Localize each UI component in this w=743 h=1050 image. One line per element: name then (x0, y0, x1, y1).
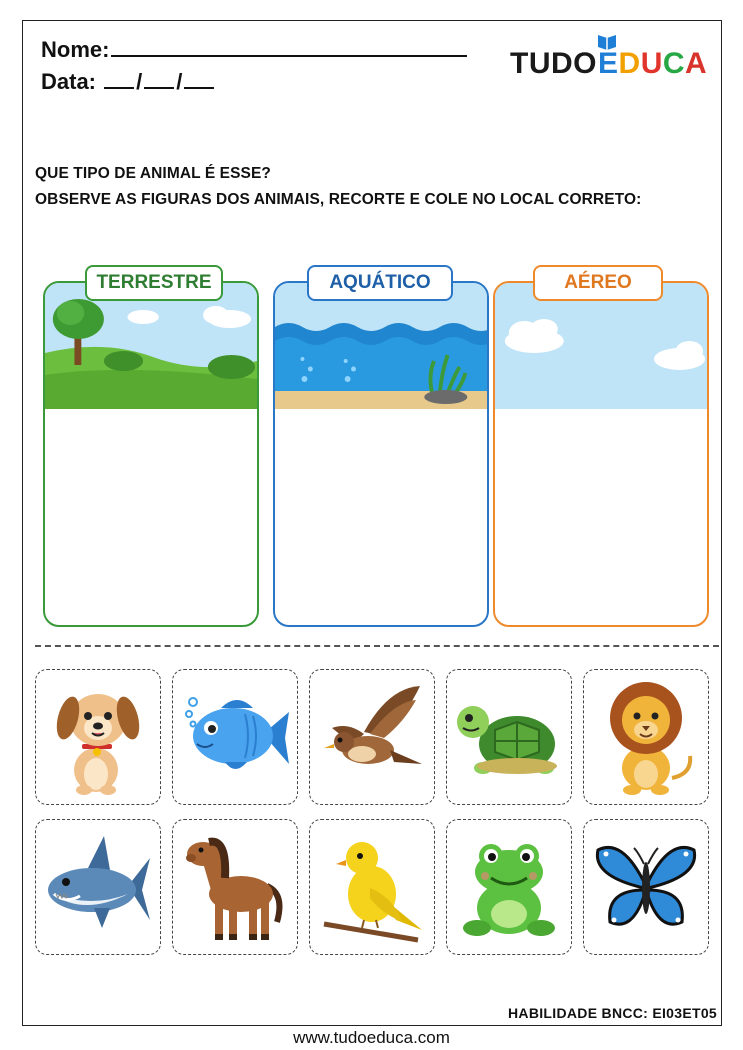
animal-card-frog[interactable] (446, 819, 572, 955)
field-scene (45, 283, 257, 409)
bird-icon (318, 678, 426, 796)
date-month-blank[interactable] (144, 69, 174, 89)
category-label-aquatico: AQUÁTICO (307, 265, 453, 301)
tudoeduca-logo (510, 31, 720, 91)
date-year-blank[interactable] (184, 69, 214, 89)
website-url[interactable]: www.tudoeduca.com (293, 1028, 450, 1047)
category-box-terrestre[interactable] (43, 281, 259, 627)
animal-card-canary[interactable] (309, 819, 435, 955)
logo-part-educa (598, 47, 707, 81)
logo-part-tudo: TUDO (510, 47, 597, 80)
dog-icon (44, 678, 152, 796)
animal-card-dog[interactable] (35, 669, 161, 805)
name-blank-line[interactable] (111, 37, 467, 57)
category-label-terrestre: TERRESTRE (85, 265, 223, 301)
animal-card-horse[interactable] (172, 819, 298, 955)
bncc-skill-code: HABILIDADE BNCC: EI03ET05 (508, 1005, 717, 1021)
date-separator: / (176, 69, 183, 94)
turtle-icon (455, 678, 563, 796)
shark-icon (44, 828, 152, 946)
animal-card-lion[interactable] (583, 669, 709, 805)
category-box-aquatico[interactable] (273, 281, 489, 627)
animal-card-turtle[interactable] (446, 669, 572, 805)
animal-card-fish[interactable] (172, 669, 298, 805)
lion-icon (592, 678, 700, 796)
horse-icon (181, 828, 289, 946)
question-text: QUE TIPO DE ANIMAL É ESSE? (35, 165, 271, 182)
logo-letter: U (640, 47, 663, 80)
sea-scene (275, 283, 487, 409)
frog-icon (455, 828, 563, 946)
sky-scene (495, 283, 707, 409)
logo-letter: C (662, 47, 686, 80)
date-label: Data: (41, 69, 97, 94)
date-field[interactable] (41, 69, 216, 95)
butterfly-icon (592, 828, 700, 946)
animal-card-butterfly[interactable] (583, 819, 709, 955)
logo-letter: A (685, 47, 708, 80)
cut-line (35, 645, 719, 647)
fish-icon (181, 678, 289, 796)
date-day-blank[interactable] (104, 69, 134, 89)
worksheet (22, 20, 722, 1026)
name-field[interactable] (41, 37, 467, 63)
animal-card-shark[interactable] (35, 819, 161, 955)
task-text: OBSERVE AS FIGURAS DOS ANIMAIS, RECORTE E COLE NO LOCAL CORRETO: (35, 191, 642, 208)
logo-letter: E (598, 47, 619, 80)
logo-letter: D (618, 47, 641, 80)
category-box-aereo[interactable] (493, 281, 709, 627)
category-label-aereo: AÉREO (533, 265, 663, 301)
animal-card-bird[interactable] (309, 669, 435, 805)
canary-icon (318, 828, 426, 946)
date-separator: / (136, 69, 143, 94)
name-label: Nome: (41, 37, 110, 62)
